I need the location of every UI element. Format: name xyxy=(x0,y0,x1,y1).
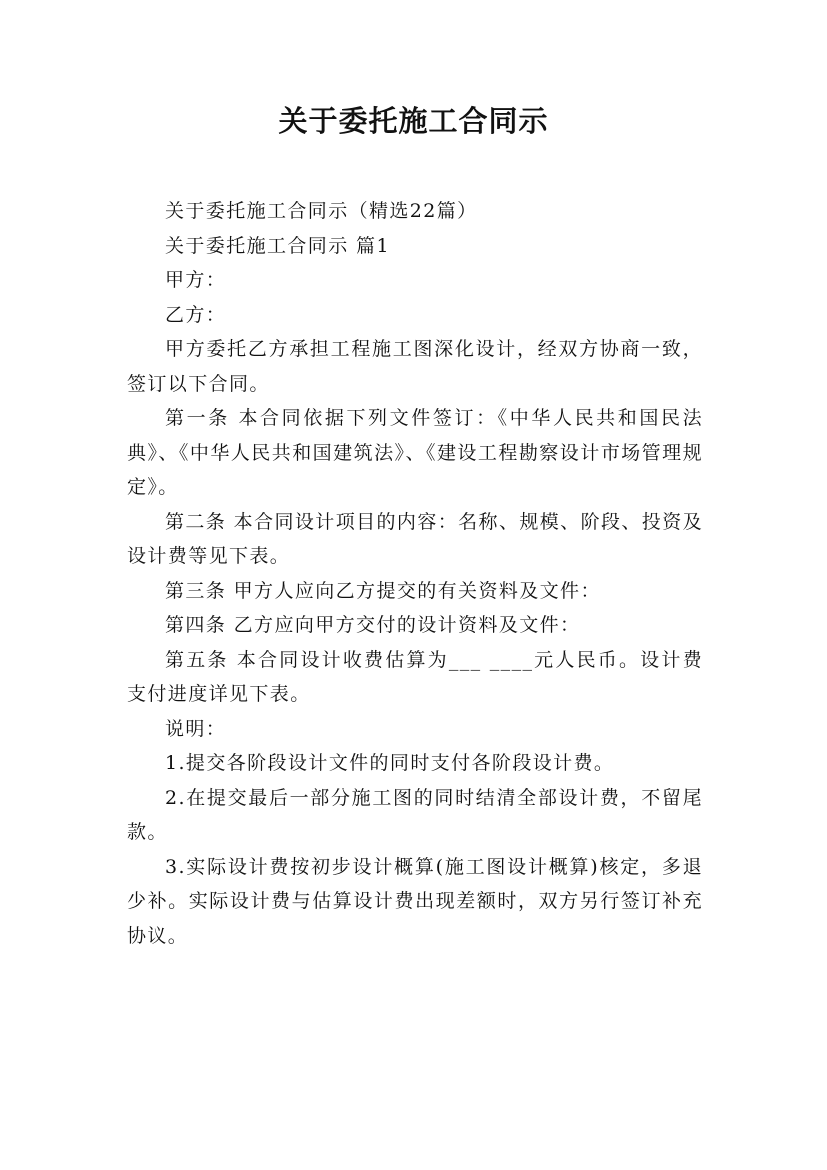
document-title: 关于委托施工合同示 xyxy=(278,104,549,138)
paragraph-article-1: 第一条 本合同依据下列文件签订：《中华人民共和国民法典》、《中华人民共和国建筑法》、《建设工程勘察设计市场管理规定》。 xyxy=(127,407,703,498)
paragraph-note-1: 1.提交各阶段设计文件的同时支付各阶段设计费。 xyxy=(165,752,615,774)
paragraph-party-a: 甲方： xyxy=(165,269,227,291)
paragraph-article-5: 第五条 本合同设计收费估算为___ ____元人民币。设计费支付进度详见下表。 xyxy=(127,648,703,705)
paragraph-notes-heading: 说明： xyxy=(165,717,227,740)
paragraph-article-3: 第三条 甲方人应向乙方提交的有关资料及文件： xyxy=(165,579,601,602)
paragraph-note-3: 3.实际设计费按初步设计概算(施工图设计概算)核定，多退少补。实际设计费与估算设计费出现差额时，双方另行签订补充协议。 xyxy=(127,855,703,947)
paragraph-article-4: 第四条 乙方应向甲方交付的设计资料及文件： xyxy=(165,614,581,636)
paragraph-intro: 甲方委托乙方承担工程施工图深化设计，经双方协商一致，签订以下合同。 xyxy=(127,338,703,395)
paragraph-article-2: 第二条 本合同设计项目的内容：名称、规模、阶段、投资及设计费等见下表。 xyxy=(127,510,703,567)
paragraph-heading: 关于委托施工合同示（精选22篇） xyxy=(165,200,478,222)
document-body xyxy=(127,194,703,953)
paragraph-party-b: 乙方： xyxy=(165,303,227,326)
paragraph-note-2: 2.在提交最后一部分施工图的同时结清全部设计费，不留尾款。 xyxy=(127,786,703,843)
paragraph-section-title: 关于委托施工合同示 篇1 xyxy=(165,234,390,257)
